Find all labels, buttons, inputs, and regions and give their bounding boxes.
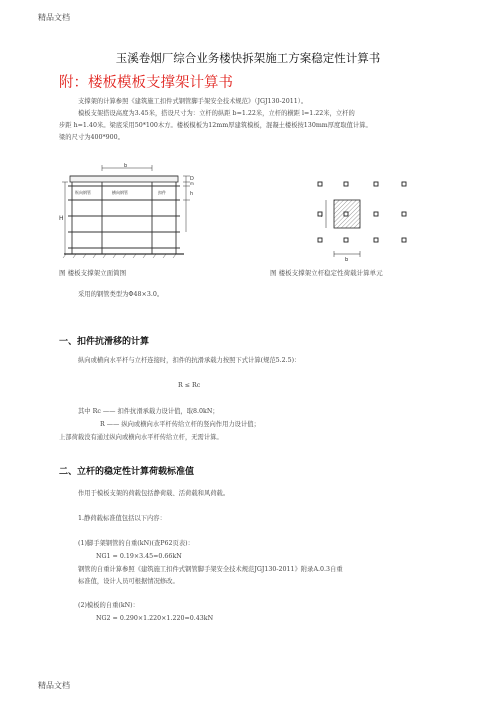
intro-paragraph-2-line-1: 模板支架搭设高度为3.45米，搭设尺寸为：立杆的纵距 b=1.22米，立杆的横距 l=1.22米，立杆的 [78,110,355,117]
dim-h-label: h [190,191,194,197]
dim-b-label: b [124,163,128,169]
section-1-paragraph: 纵向或横向水平杆与立杆连接时，扣件的抗滑承载力按照下式计算(规范5.2.5)： [78,357,301,364]
dim-b-label-right: b [345,257,349,263]
label-transverse-tube: 横向钢管 [112,190,128,195]
intro-paragraph-2-line-3: 梁的尺寸为400*900。 [59,134,124,141]
dim-H-label: H [59,215,64,222]
page-footer: 精品文档 [38,681,70,690]
section-1-formula: R ≤ Rc [178,382,201,389]
section-2-paragraph-2: 1.静荷载标准值包括以下内容： [78,515,166,522]
caption-elevation: 图 楼板支撑架立面简图 [59,269,127,277]
section-1-where-2: R —— 纵向或横向水平杆传给立杆的竖向作用力设计值； [100,421,260,428]
dim-l-label: l [321,213,323,219]
section-2-formula-1: NG1 = 0.19×3.45=0.66kN [96,553,182,560]
intro-paragraph-1: 支撑架的计算参照《建筑施工扣件式钢管脚手架安全技术规范》（JGJ130-2011）。 [78,98,308,105]
intro-paragraph-2-line-2: 步距 h=1.40米。梁底采用50*100木方。楼板模板为12mm厚建筑模板，混凝土楼板按130mm厚度取值计算。 [59,122,372,129]
section-1-where-1: 其中 Rc —— 扣件抗滑承载力设计值，取8.0kN； [78,408,219,415]
section-2-paragraph-4-line-2: 标准值，设计人员可根据情况修改。 [78,578,179,585]
section-2-paragraph-3: (1)脚手架钢管的自重(kN)(查P62页表)： [78,540,194,547]
steel-type-text: 采用的钢管类型为Φ48×3.0。 [78,291,164,298]
section-2-paragraph-4-line-1: 钢管的自重计算参照《建筑施工扣件式钢管脚手架安全技术规范JGJ130-2011》附录A.0.3自重 [78,566,343,573]
section-1-heading: 一、扣件抗滑移的计算 [59,337,150,347]
document-title: 玉溪卷烟厂综合业务楼快拆架施工方案稳定性计算书 [115,51,381,65]
section-2-heading: 二、立杆的稳定性计算荷载标准值 [59,467,195,477]
label-longitudinal-tube: 纵向钢管 [75,190,91,195]
section-2-paragraph-1: 作用于模板支架的荷载包括静荷载、活荷载和风荷载。 [78,490,230,497]
plan-grid-diagram [312,172,422,266]
section-2-paragraph-5: (2)模板的自重(kN)： [78,602,139,609]
dim-D-label: D [190,176,194,182]
section-2-formula-2: NG2 = 0.290×1.220×1.220=0.43kN [96,615,214,622]
formwork-deck [70,176,178,182]
pole-markers [318,182,406,242]
page-header: 精品文档 [38,13,70,22]
section-1-where-3: 上部荷载没有通过纵向或横向水平杆传给立杆，无需计算。 [59,434,223,441]
appendix-title: 附：楼板模板支撑架计算书 [59,75,233,91]
caption-load-unit: 图 楼板支撑架立杆稳定性荷载计算单元 [270,269,383,277]
elevation-diagram [60,162,230,266]
label-coupler: 扣件 [158,190,166,195]
dim-m-label: m [190,181,194,186]
